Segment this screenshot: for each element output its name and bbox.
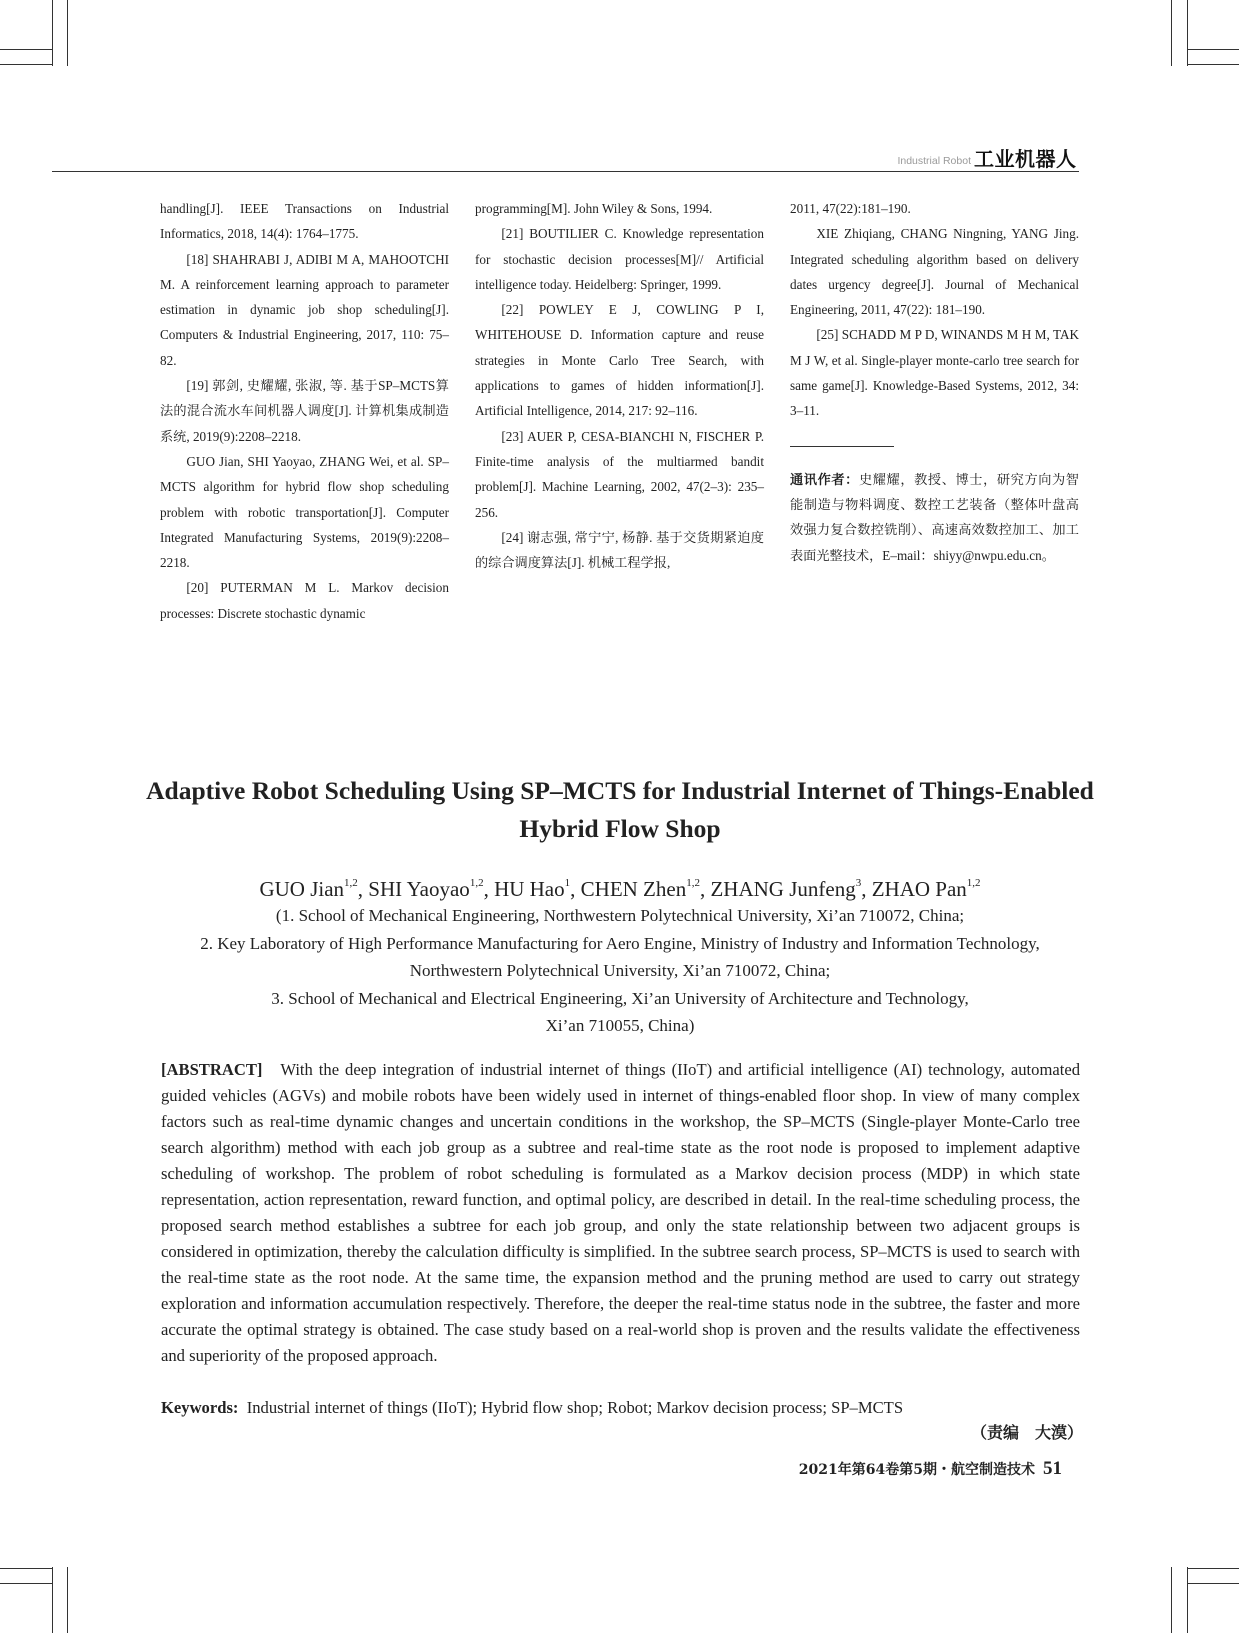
reference-item: [24] 谢志强, 常宁宁, 杨静. 基于交货期紧迫度的综合调度算法[J]. 机械工程学报, (475, 529, 764, 571)
keywords-label: Keywords: (161, 1398, 239, 1417)
references-column-3 (790, 196, 1079, 568)
editor-note: （责编 大漠） (970, 1423, 1083, 1442)
affiliations (140, 902, 1100, 1040)
reference-item: programming[M]. John Wiley & Sons, 1994. (475, 201, 713, 216)
abstract-label: [ABSTRACT] (161, 1060, 263, 1079)
correspondence-text: 史耀耀，教授、博士，研究方向为智能制造与物料调度、数控工艺装备（整体叶盘高效强力复合数控铣削）、高速高效数控加工、加工表面光整技术，E–mail：shiyy@nwpu.edu.cn。 (790, 471, 1079, 563)
author-name: HU Hao (494, 877, 565, 901)
reference-item: [22] POWLEY E J, COWLING P I, WHITEHOUSE D. Information capture and reuse strategies in Monte Carlo Tree Search, with applications to games of hidden information[J]. Artificial Intelligence, 2014, 217: 92–116. (475, 302, 764, 419)
crop-mark (1187, 1568, 1239, 1569)
crop-mark (1187, 1583, 1239, 1584)
crop-mark (0, 1583, 52, 1584)
header-journal-cn: 工业机器人 (974, 147, 1077, 171)
footnote-rule (790, 446, 894, 447)
crop-mark (1171, 1567, 1172, 1633)
author-affiliation-mark: 1,2 (966, 877, 981, 889)
references-column-2 (475, 196, 764, 575)
author-list: GUO Jian$^{1,2}$, SHI Yaoyao$^{1,2}$, HU Hao$^1$, CHEN Zhen$^{1,2}$, ZHANG Junfeng$^3$, ZHAO Pan$^{1,2}$ (259, 877, 981, 901)
crop-mark (0, 1568, 52, 1569)
crop-mark (52, 1567, 53, 1633)
author-name: CHEN Zhen (580, 877, 687, 901)
crop-mark (67, 1567, 68, 1633)
affiliation-line: Xi’an 710055, China) (545, 1016, 695, 1035)
page-footer (799, 1458, 1062, 1480)
affiliation-line: 3. School of Mechanical and Electrical Engineering, Xi’an University of Architecture and Technology, (271, 988, 969, 1008)
abstract (161, 1057, 1080, 1369)
reference-item: handling[J]. IEEE Transactions on Industrial Informatics, 2018, 14(4): 1764–1775. (160, 201, 449, 242)
header-rule (52, 171, 1079, 172)
reference-item: GUO Jian, SHI Yaoyao, ZHANG Wei, et al. SP–MCTS algorithm for hybrid flow shop scheduling problem with robotic transportation[J]. Computer Integrated Manufacturing Systems, 2019(9):2208–2218. (160, 453, 449, 571)
author-affiliation-mark: 3 (855, 877, 862, 889)
author-affiliation-mark: 1,2 (469, 877, 484, 889)
crop-mark (1187, 49, 1239, 50)
reference-item: [18] SHAHRABI J, ADIBI M A, MAHOOTCHI M. A reinforcement learning approach to parameter estimation in dynamic job shop scheduling[J]. Computers & Industrial Engineering, 2017, 110: 75–82. (160, 251, 449, 368)
affiliation-line: 2. Key Laboratory of High Performance Manufacturing for Aero Engine, Ministry of Industry and Information Technology, (200, 933, 1040, 953)
article-title: Adaptive Robot Scheduling Using SP–MCTS for Industrial Internet of Things-Enabled Hybrid Flow Shop (146, 776, 1094, 843)
reference-item: [23] AUER P, CESA-BIANCHI N, FISCHER P. Finite-time analysis of the multiarmed bandit problem[J]. Machine Learning, 2002, 47(2–3): 235–256. (475, 428, 764, 520)
author-affiliation-mark: 1,2 (344, 877, 358, 889)
crop-mark (1171, 0, 1172, 66)
author-name: SHI Yaoyao (368, 877, 470, 901)
page-number: 51 (1043, 1458, 1062, 1479)
keywords (161, 1395, 1080, 1421)
correspondence-note (790, 467, 1079, 568)
footer-issue: 2021年第64卷第5期・航空制造技术 (798, 1462, 1035, 1478)
header-journal-en: Industrial Robot (897, 155, 971, 167)
reference-item: 2011, 47(22):181–190. (790, 201, 911, 216)
reference-item: [25] SCHADD M P D, WINANDS M H M, TAK M J W, et al. Single-player monte-carlo tree search for same game[J]. Knowledge-Based Systems, 2012, 34: 3–11. (790, 327, 1079, 419)
correspondence-label: 通讯作者： (790, 471, 859, 487)
abstract-text: With the deep integration of industrial internet of things (IIoT) and artificial intelligence (AI) technology, automated guided vehicles (AGVs) and mobile robots have been widely used in internet of things-enabled floor shop. In view of many complex factors such as real-time dynamic changes and uncertain conditions in the workshop, the SP–MCTS (Single-player Monte-Carlo tree search algorithm) method with each job group as a subtree and real-time state as the root node is proposed to implement adaptive scheduling of workshop. The problem of robot scheduling is formulated as a Markov decision process (MDP) in which state representation, action representation, reward function, and optimal policy, are described in detail. In the real-time scheduling process, the proposed search method establishes a subtree for each job group, and only the state relationship between two adjacent groups is considered in optimization, thereby the calculation difficulty is simplified. In the subtree search process, SP–MCTS is used to search with the real-time state as the root node. At the same time, the expansion method and the pruning method are used to carry out strategy exploration and information accumulation respectively. Therefore, the deeper the real-time status node in the subtree, the faster and more accurate the optimal strategy is obtained. The case study based on a real-world shop is proven and the results validate the effectiveness and superiority of the proposed approach. (161, 1060, 1080, 1365)
crop-mark (0, 64, 52, 65)
reference-item: [20] PUTERMAN M L. Markov decision processes: Discrete stochastic dynamic (160, 580, 449, 621)
affiliation-line: (1. School of Mechanical Engineering, Northwestern Polytechnical University, Xi’an 710072, China; (275, 906, 965, 925)
reference-item: XIE Zhiqiang, CHANG Ningning, YANG Jing. Integrated scheduling algorithm based on delivery dates urgency degree[J]. Journal of Mechanical Engineering, 2011, 47(22): 181–190. (790, 226, 1079, 318)
author-affiliation-mark: 1,2 (686, 877, 700, 889)
reference-item: [19] 郭剑, 史耀耀, 张淑, 等. 基于SP–MCTS算法的混合流水车间机器人调度[J]. 计算机集成制造系统, 2019(9):2208–2218. (160, 378, 449, 444)
reference-item: [21] BOUTILIER C. Knowledge representation for stochastic decision processes[M]// Artificial intelligence today. Heidelberg: Springer, 1999. (475, 226, 764, 292)
crop-mark (67, 0, 68, 66)
keywords-text: Industrial internet of things (IIoT); Hybrid flow shop; Robot; Markov decision process; SP–MCTS (246, 1398, 904, 1417)
author-name: ZHANG Junfeng (710, 877, 856, 901)
author-affiliation-mark: 1 (564, 877, 571, 889)
crop-mark (1187, 0, 1188, 66)
crop-mark (52, 0, 53, 66)
crop-mark (1187, 1567, 1188, 1633)
affiliation-line: Northwestern Polytechnical University, Xi’an 710072, China; (409, 961, 831, 980)
references-column-1 (160, 196, 449, 626)
author-name: GUO Jian (259, 877, 345, 901)
crop-mark (0, 49, 52, 50)
crop-mark (1187, 64, 1239, 65)
author-name: ZHAO Pan (871, 877, 967, 901)
